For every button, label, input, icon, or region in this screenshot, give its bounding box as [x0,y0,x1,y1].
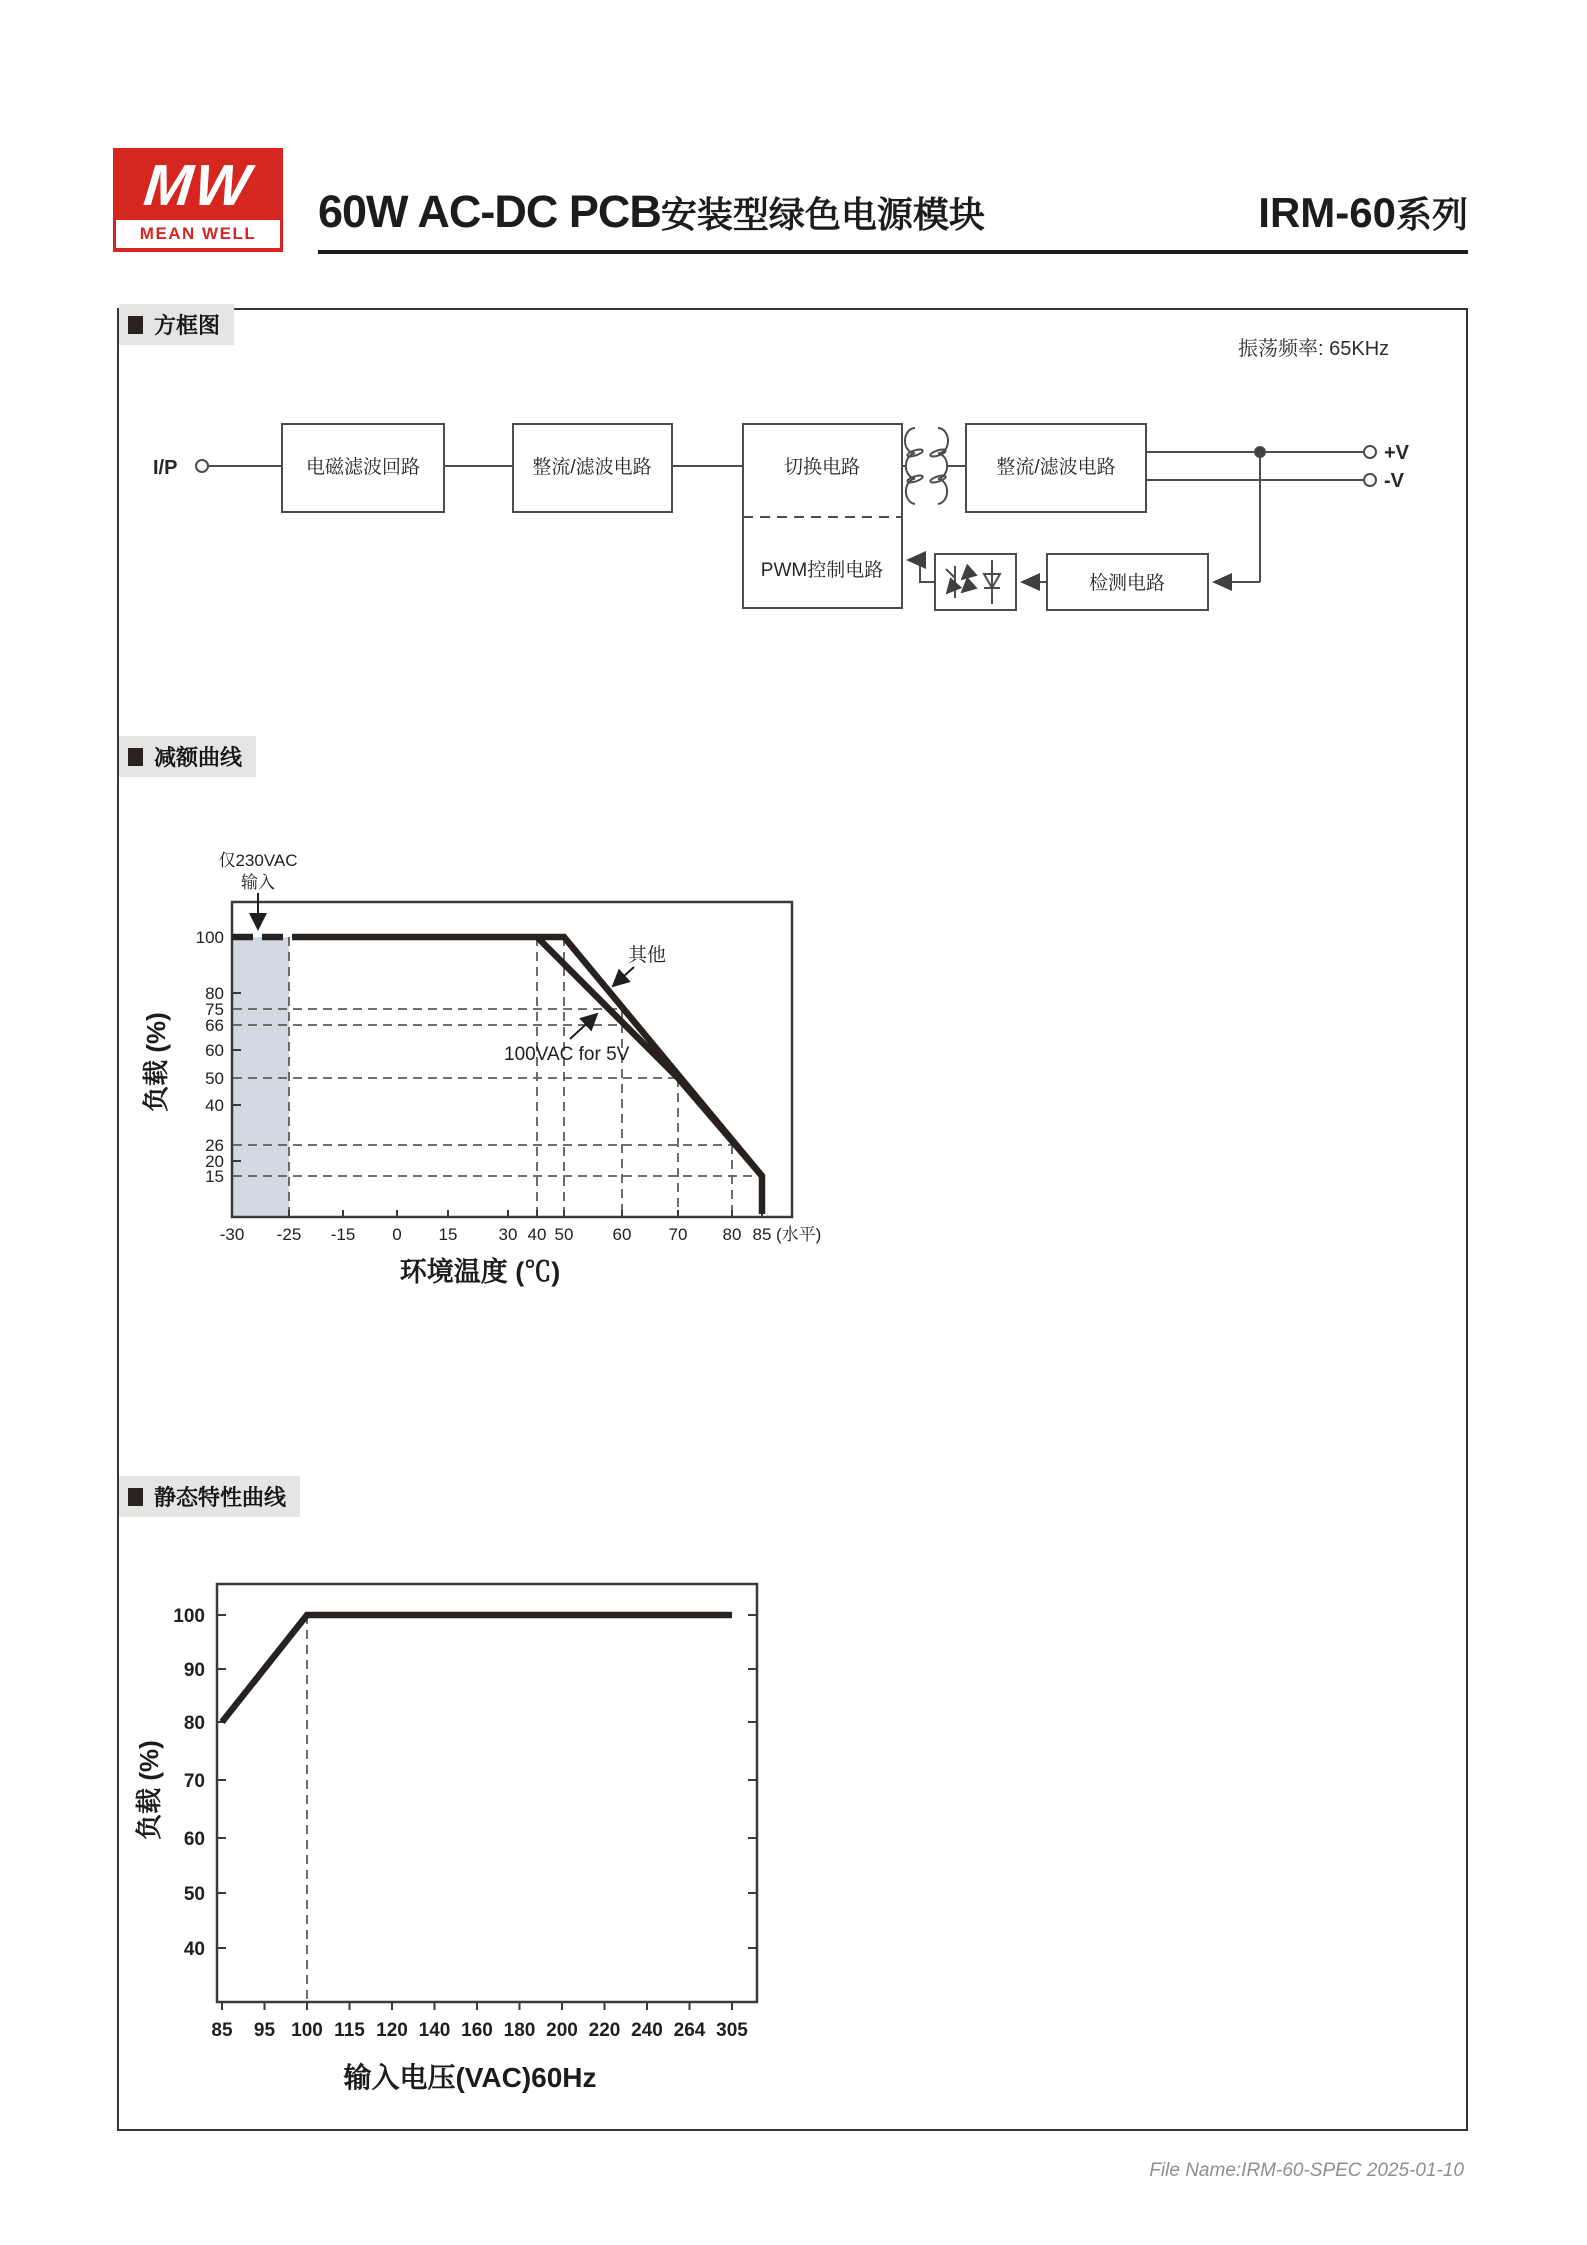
x-tick-label: 30 [498,1225,518,1244]
x-tick-label: 50 [554,1225,574,1244]
block-label-emi: 电磁滤波回路 [305,457,421,478]
x-tick-label: 40 [527,1225,547,1244]
block-label-rectifier-out: 整流/滤波电路 [996,457,1116,478]
annotation-230vac-line2: 输入 [241,873,275,892]
section-label: 静态特性曲线 [154,1485,287,1510]
section-marker-icon [128,748,143,766]
input-label: I/P [153,457,178,479]
section-derating [119,736,256,777]
output-positive-terminal [1364,446,1376,458]
block-diagram-svg [117,380,1470,670]
shaded-region-230vac [232,937,289,1217]
y-tick-label: 20 [205,1152,224,1171]
title-main [318,186,985,238]
x-tick-label: -15 [330,1225,356,1244]
section-block-diagram [119,304,234,345]
annotation-100vac: 100VAC for 5V [504,1044,630,1065]
y-tick-label: 60 [183,1829,205,1850]
y-tick-label: 100 [195,928,224,947]
mw-logo-icon: MW [141,153,255,218]
optocoupler-icon [935,554,1016,610]
y-tick-label: 50 [183,1884,205,1905]
x-tick-label: 15 [438,1225,458,1244]
y-tick-label: 70 [183,1771,205,1792]
x-tick-label: -30 [219,1225,245,1244]
meanwell-logo [113,148,283,252]
y-tick-label: 66 [205,1016,224,1035]
title-series [1258,187,1468,238]
series-cn: 系列 [1395,194,1468,235]
title-wattage: 60W AC-DC PCB [318,186,661,237]
x-tick-label: -25 [276,1225,302,1244]
x-tick-label: 0 [392,1225,402,1244]
curve-other [298,937,762,1214]
derating-chart-svg [117,810,857,1310]
y-tick-label: 15 [205,1167,224,1186]
x-tick-label: 85 [752,1225,772,1244]
output-negative-label: -V [1384,470,1404,492]
x-tick-label: 264 [673,2020,706,2041]
x-tick-label: 95 [253,2020,276,2041]
output-negative-terminal [1364,474,1376,486]
x-tick-label: 120 [376,2020,408,2041]
y-tick-label: 40 [205,1096,224,1115]
x-tick-label: 80 [722,1225,742,1244]
x-tick-label: 220 [588,2020,621,2041]
oscillator-frequency-note: 振荡频率: 65KHz [1238,338,1390,360]
brand-name: MEAN WELL [116,220,280,248]
x-tick-label: 160 [461,2020,493,2041]
section-label: 减额曲线 [154,745,243,770]
x-tick-label: 140 [418,2020,451,2041]
x-tick-label: 180 [503,2020,536,2041]
series-model: IRM-60 [1258,189,1396,236]
block-label-switching: 切换电路 [783,457,861,478]
transformer-primary-icon [905,428,915,504]
block-label-pwm: PWM控制电路 [760,560,884,581]
annotation-other: 其他 [628,945,667,966]
static-chart-svg [117,1560,817,2105]
x-tick-label: 100 [291,2020,323,2041]
x-axis-title: 环境温度 (℃) [399,1257,561,1287]
output-positive-label: +V [1384,442,1410,464]
input-terminal [196,460,208,472]
y-tick-label: 90 [183,1660,205,1681]
plot-border [217,1584,757,2002]
title-cn: 安装型绿色电源模块 [660,194,985,235]
x-axis-title: 输入电压(VAC)60Hz [343,2062,597,2093]
x-tick-label: 240 [631,2020,663,2041]
y-tick-label: 50 [205,1069,224,1088]
curve-load [222,1615,732,1722]
section-label: 方框图 [154,313,221,338]
section-static-curve [119,1476,300,1517]
y-tick-label: 26 [205,1136,224,1155]
annotation-230vac-line1: 仅230VAC [218,851,298,870]
x-tick-label: 115 [334,2020,365,2041]
y-tick-label: 100 [173,1606,205,1627]
section-marker-icon [128,1488,143,1506]
block-label-detection: 检测电路 [1088,573,1166,594]
page-title [318,186,1468,254]
y-tick-label: 80 [183,1713,205,1734]
x-tick-label: 200 [546,2020,578,2041]
x-tick-label: 60 [612,1225,632,1244]
y-tick-label: 80 [205,984,224,1003]
y-tick-label: 40 [183,1939,205,1960]
y-axis-title: 负载 (%) [141,1012,171,1112]
x-tick-label: 305 [716,2020,748,2041]
x-tick-label: 85 [211,2020,233,2041]
x-tick-label: 70 [668,1225,688,1244]
y-tick-label: 60 [205,1041,224,1060]
section-marker-icon [128,316,143,334]
annotation-arrow-100vac [570,1014,597,1039]
transformer-secondary-icon [938,428,948,504]
file-name-footer: File Name:IRM-60-SPEC 2025-01-10 [1149,2160,1464,2181]
x-axis-note: (水平) [776,1225,822,1244]
annotation-arrow-other [613,967,634,986]
block-label-rectifier-in: 整流/滤波电路 [532,457,652,478]
y-tick-label: 75 [205,1000,224,1019]
y-axis-title: 负载 (%) [134,1740,164,1840]
